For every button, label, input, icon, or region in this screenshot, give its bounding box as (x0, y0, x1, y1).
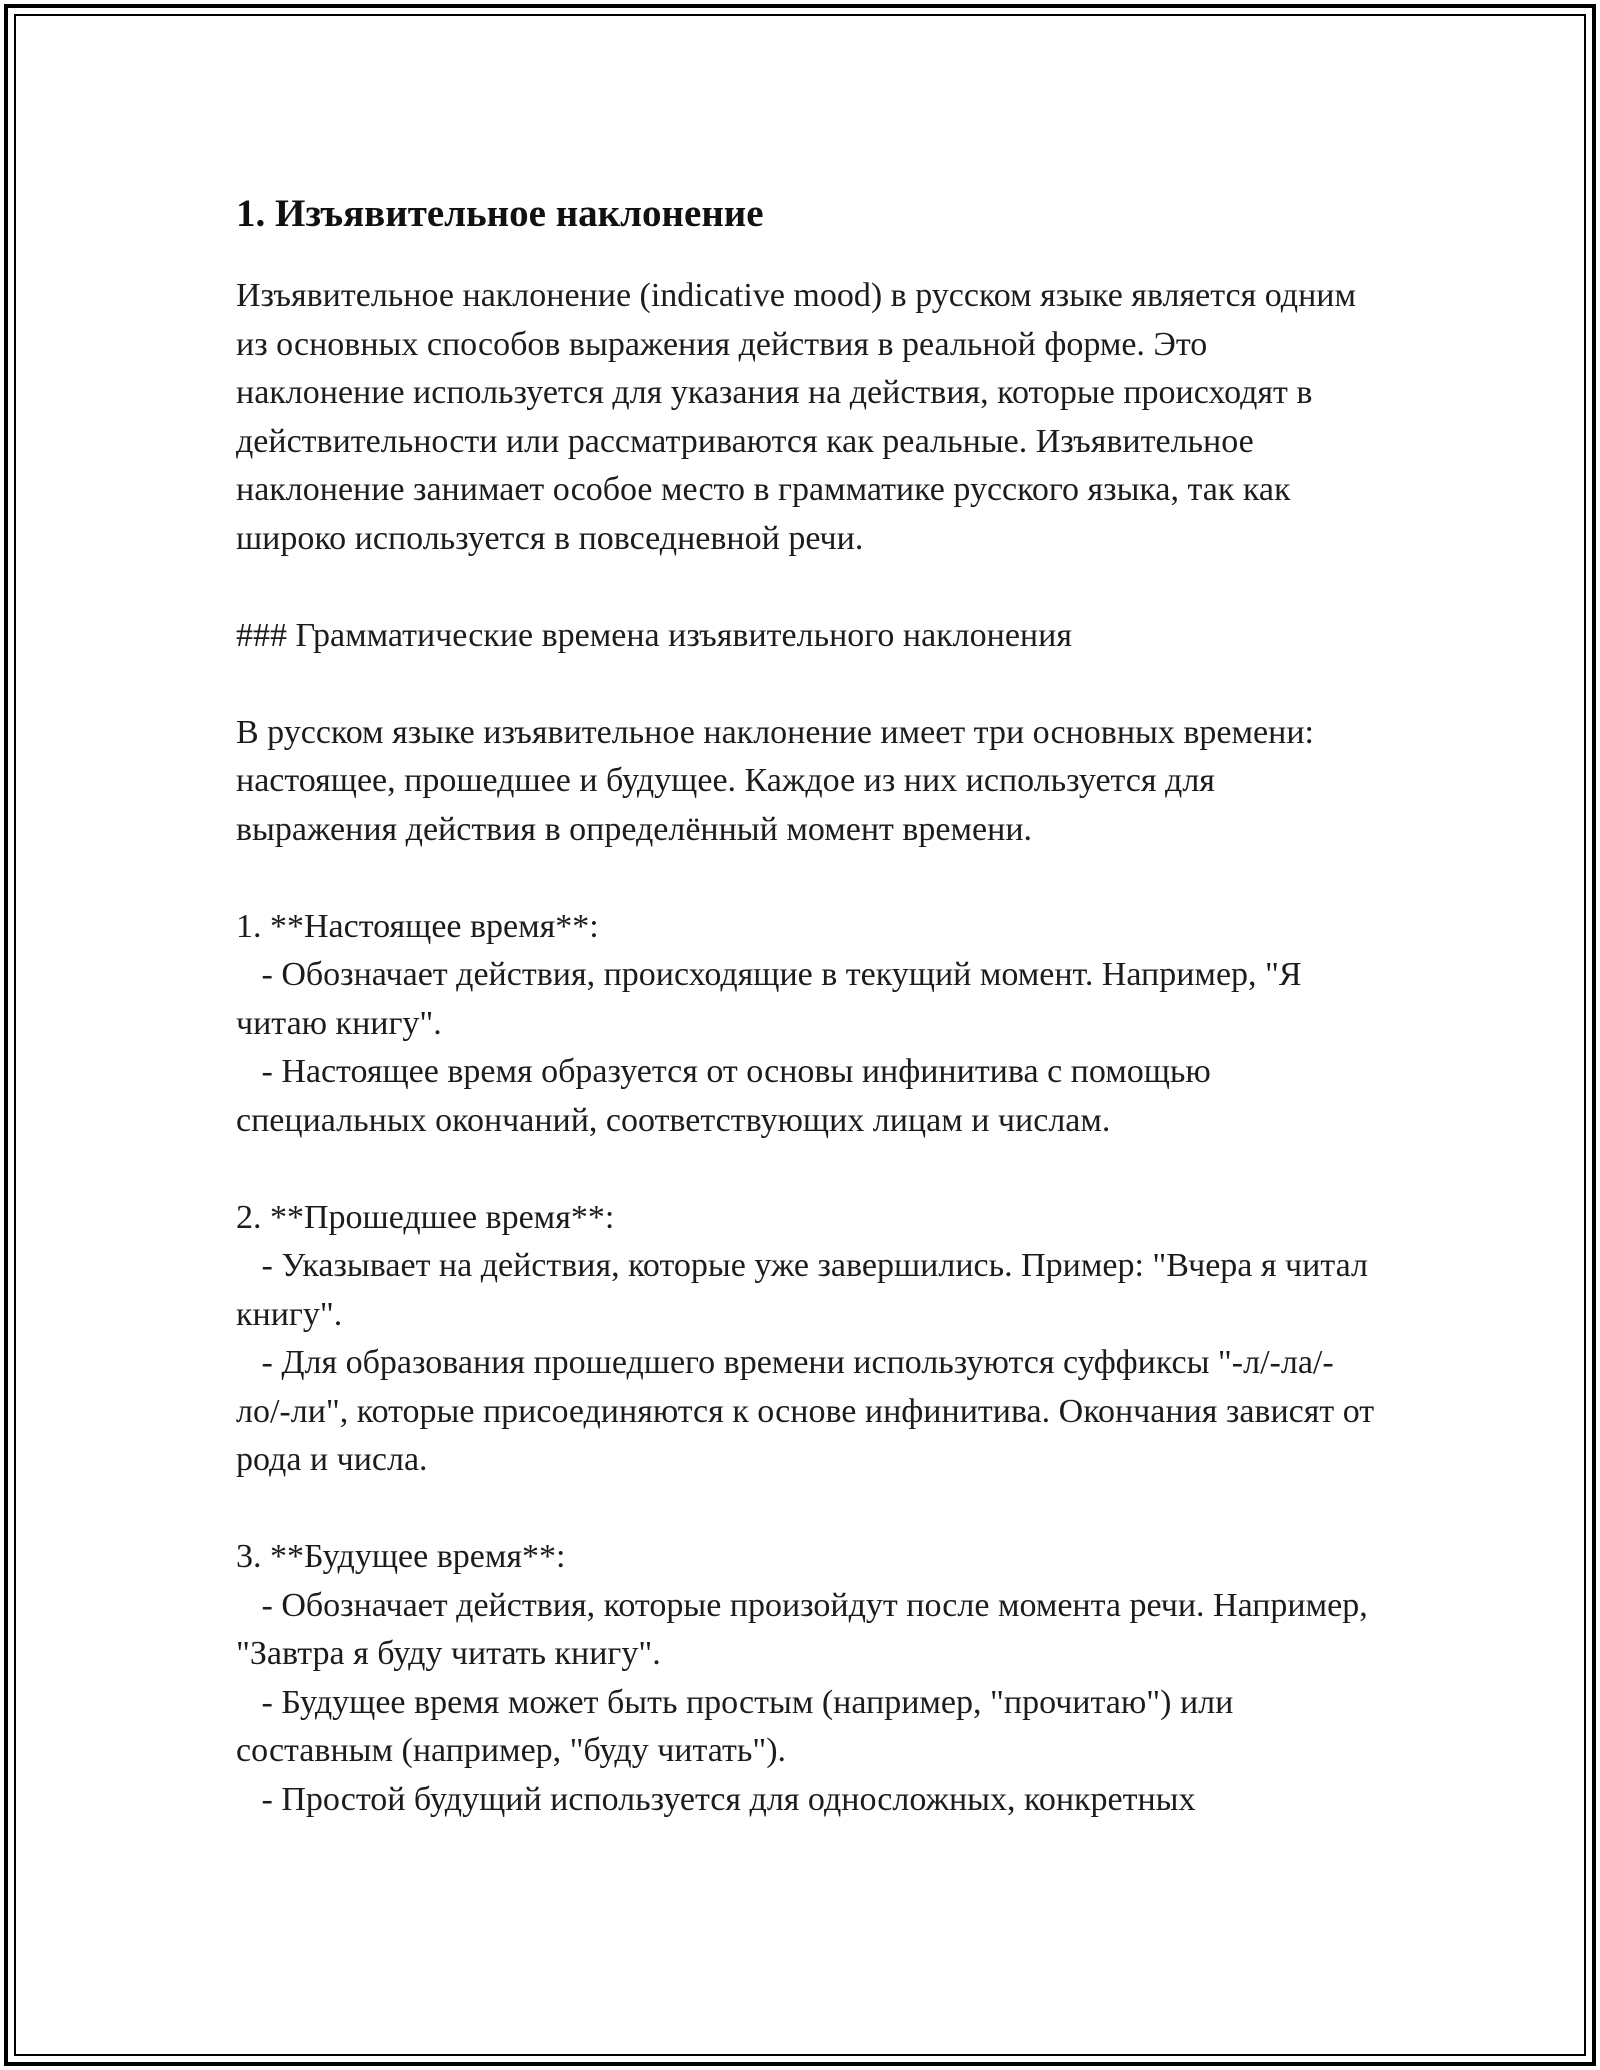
document-body (236, 186, 1383, 1824)
past-tense-bullet: - Для образования прошедшего времени используются суффиксы "-л/-ла/-ло/-ли", которые присоединяются к основе инфинитива. Окончания зависят от рода и числа. (236, 1344, 1383, 1478)
spacer (236, 563, 1376, 612)
spacer (236, 1145, 1376, 1194)
spacer (236, 1485, 1376, 1534)
spacer (236, 660, 1376, 709)
intro-paragraph: Изъявительное наклонение (indicative mood) в русском языке является одним из основных способов выражения действия в реальной форме. Это наклонение используется для указания на действия, которые происходят в действительности или рассматриваются как реальные. Изъявительное наклонение занимает особое место в грамматике русского языка, так как широко используется в повседневной речи. (236, 277, 1365, 557)
present-tense-bullet: - Настоящее время образуется от основы инфинитива с помощью специальных окончаний, соответствующих лицам и числам. (236, 1053, 1220, 1139)
subheading: ### Грамматические времена изъявительного наклонения (236, 616, 1072, 654)
spacer (236, 854, 1376, 903)
section-title: 1. Изъявительное наклонение (236, 192, 764, 235)
future-tense-bullet: - Будущее время может быть простым (например, "прочитаю") или составным (например, "буду читать"). (236, 1683, 1242, 1769)
future-tense-bullet: - Простой будущий используется для односложных, конкретных (236, 1780, 1196, 1818)
future-tense-bullet: - Обозначает действия, которые произойдут после момента речи. Например, "Завтра я буду читать книгу". (236, 1586, 1377, 1672)
tenses-intro-paragraph: В русском языке изъявительное наклонение имеет три основных времени: настоящее, прошедшее и будущее. Каждое из них используется для выражения действия в определённый момент времени. (236, 713, 1323, 848)
present-tense-bullet: - Обозначает действия, происходящие в текущий момент. Например, "Я читаю книгу". (236, 956, 1311, 1042)
past-tense-bullet: - Указывает на действия, которые уже завершились. Пример: "Вчера я читал книгу". (236, 1247, 1377, 1333)
past-tense-heading: 2. **Прошедшее время**: (236, 1198, 615, 1236)
future-tense-heading: 3. **Будущее время**: (236, 1538, 566, 1575)
present-tense-heading: 1. **Настоящее время**: (236, 907, 599, 945)
